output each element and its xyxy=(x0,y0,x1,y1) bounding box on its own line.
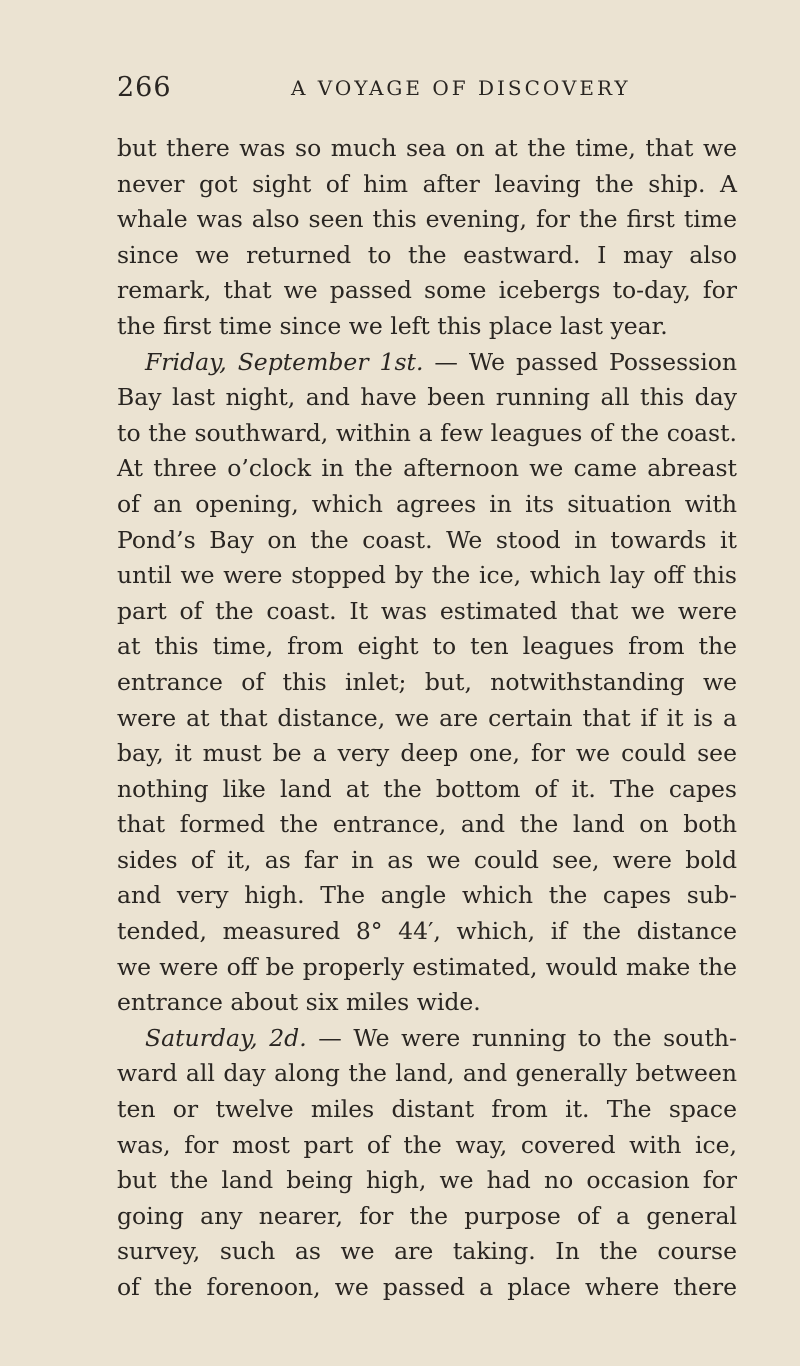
line-text: — We passed Possession xyxy=(423,347,738,376)
text-line xyxy=(117,914,737,950)
line-text: entrance about six miles wide. xyxy=(117,988,481,1017)
running-head xyxy=(117,72,737,108)
text-line xyxy=(117,1128,737,1164)
line-text: At three o’clock in the afternoon we came abreast xyxy=(117,454,737,483)
text-line xyxy=(117,451,737,487)
book-title: A VOYAGE OF DISCOVERY xyxy=(291,76,631,100)
body-text xyxy=(117,131,737,1306)
line-text: ward all day along the land, and generally between xyxy=(117,1059,737,1088)
text-line xyxy=(117,629,737,665)
line-text: survey, such as we are taking. In the course xyxy=(117,1237,737,1266)
page-number: 266 xyxy=(117,72,172,103)
line-text: but the land being high, we had no occasion for xyxy=(117,1166,737,1195)
line-text: going any nearer, for the purpose of a general xyxy=(117,1201,737,1230)
line-text: of an opening, which agrees in its situation with xyxy=(117,489,737,518)
text-line xyxy=(117,1056,737,1092)
text-line xyxy=(117,273,737,309)
text-line xyxy=(117,131,737,167)
text-line xyxy=(117,665,737,701)
text-line xyxy=(117,1199,737,1235)
text-line xyxy=(117,1092,737,1128)
line-text: since we returned to the eastward. I may also xyxy=(117,240,737,269)
line-text: were at that distance, we are certain that if it is a xyxy=(117,703,737,732)
text-line xyxy=(117,1021,737,1057)
line-text: at this time, from eight to ten leagues from the xyxy=(117,632,737,661)
text-line xyxy=(117,985,737,1021)
text-line xyxy=(117,238,737,274)
text-line xyxy=(117,843,737,879)
line-text: tended, measured 8° 44′, which, if the distance xyxy=(117,917,737,946)
text-line xyxy=(117,1163,737,1199)
text-line xyxy=(117,380,737,416)
line-text: Bay last night, and have been running all this day xyxy=(117,383,737,412)
line-text: that formed the entrance, and the land on both xyxy=(117,810,737,839)
line-text: of the forenoon, we passed a place where there xyxy=(117,1273,737,1301)
line-text: but there was so much sea on at the time, that we xyxy=(117,134,737,162)
line-text: Pond’s Bay on the coast. We stood in towards it xyxy=(117,525,737,554)
line-text: never got sight of him after leaving the ship. A xyxy=(117,169,737,198)
line-text: whale was also seen this evening, for the first time xyxy=(117,205,737,234)
text-line xyxy=(117,167,737,203)
text-line xyxy=(117,487,737,523)
text-line xyxy=(117,202,737,238)
text-line xyxy=(117,701,737,737)
text-line xyxy=(117,878,737,914)
journal-date: Friday, September 1st. xyxy=(145,347,424,376)
line-text: the first time since we left this place last year. xyxy=(117,311,668,340)
line-text: was, for most part of the way, covered with ice, xyxy=(117,1130,737,1159)
text-line xyxy=(117,1234,737,1270)
line-text: until we were stopped by the ice, which lay off this xyxy=(117,561,737,590)
text-line xyxy=(117,345,737,381)
line-text: part of the coast. It was estimated that we were xyxy=(117,596,737,625)
line-text: nothing like land at the bottom of it. The capes xyxy=(117,774,737,803)
text-line xyxy=(117,807,737,843)
text-line xyxy=(117,594,737,630)
line-text: to the southward, within a few leagues of the coast. xyxy=(117,418,737,447)
line-text: we were off be properly estimated, would make the xyxy=(117,952,737,981)
line-text: sides of it, as far in as we could see, were bold xyxy=(117,845,737,874)
text-line xyxy=(117,558,737,594)
journal-date: Saturday, 2d. xyxy=(145,1023,307,1052)
text-line xyxy=(117,736,737,772)
line-text: and very high. The angle which the capes sub- xyxy=(117,881,737,910)
line-text: ten or twelve miles distant from it. The space xyxy=(117,1095,737,1124)
line-text: — We were running to the south- xyxy=(306,1023,737,1052)
text-line xyxy=(117,772,737,808)
text-line xyxy=(117,309,737,345)
line-text: remark, that we passed some icebergs to-day, for xyxy=(117,276,737,305)
text-line xyxy=(117,950,737,986)
text-line xyxy=(117,523,737,559)
text-line xyxy=(117,416,737,452)
line-text: entrance of this inlet; but, notwithstanding we xyxy=(117,667,737,696)
text-line xyxy=(117,1270,737,1306)
line-text: bay, it must be a very deep one, for we could see xyxy=(117,739,737,768)
